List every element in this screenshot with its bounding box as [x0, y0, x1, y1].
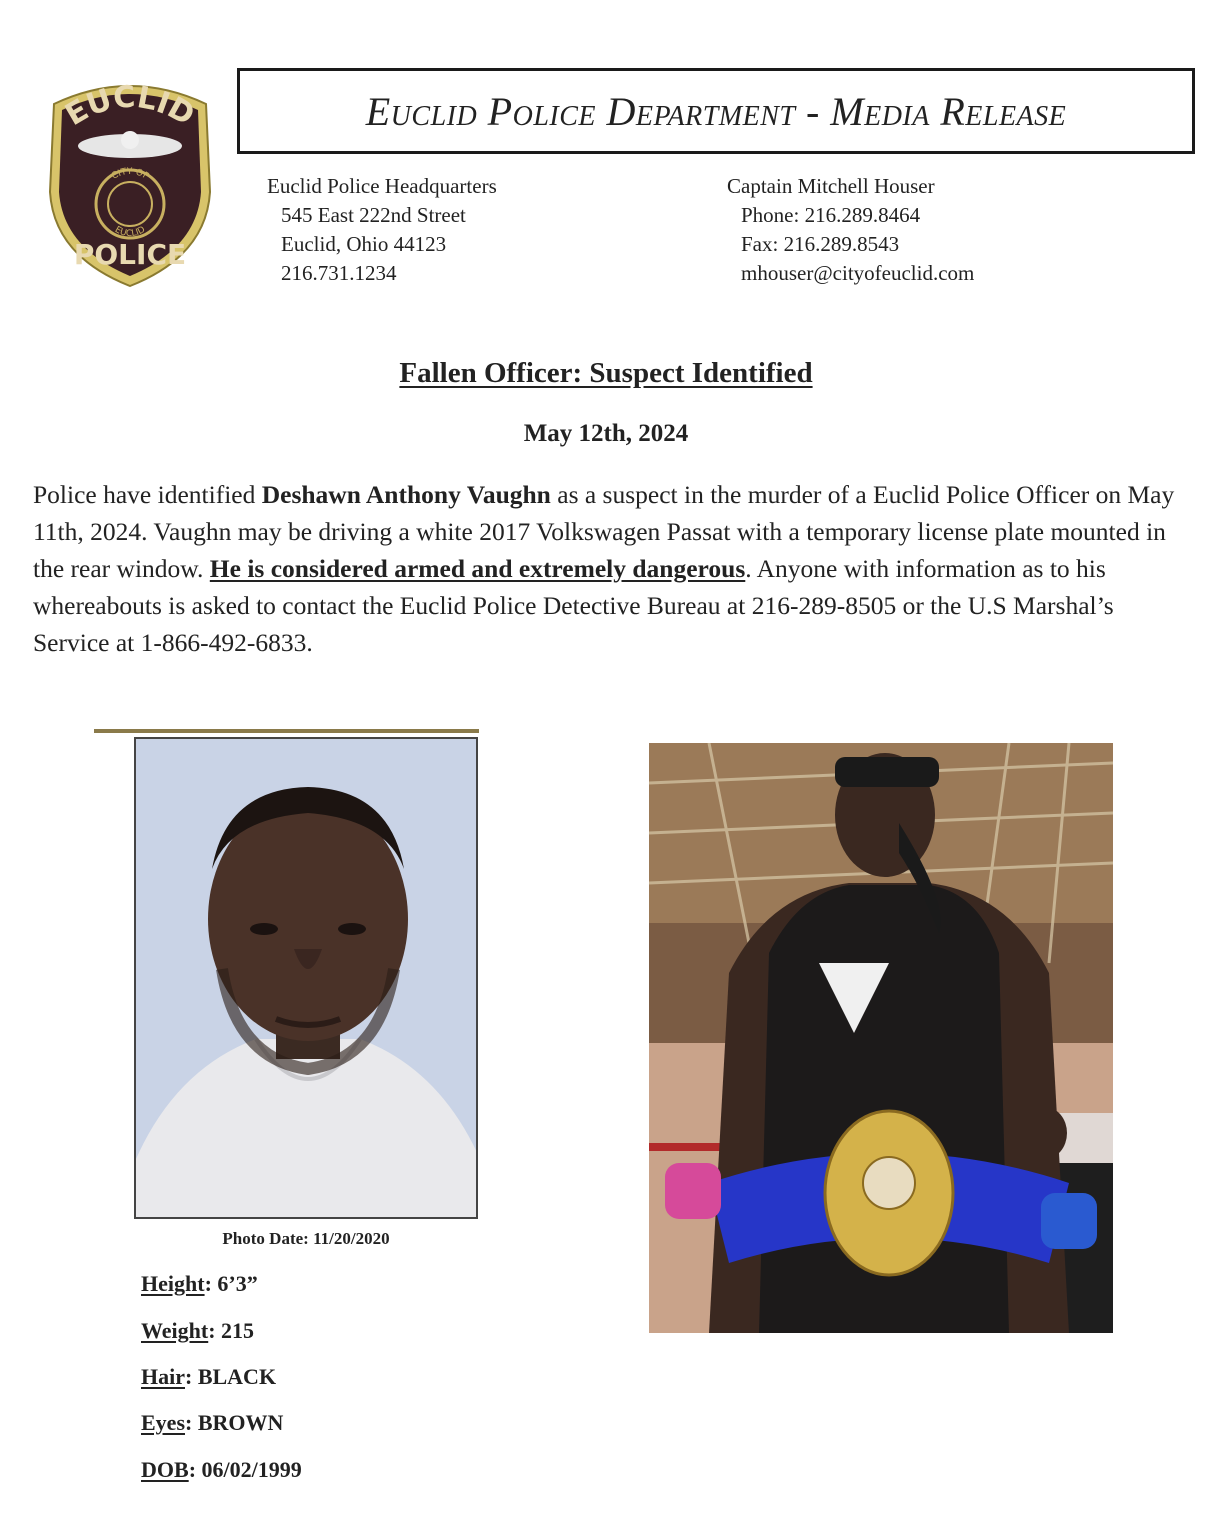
stat-hair-value: : BLACK: [185, 1364, 277, 1389]
stat-weight-label: Weight: [141, 1318, 209, 1343]
stat-eyes: [141, 1410, 283, 1436]
page-title: Euclid Police Department - Media Release: [365, 88, 1067, 134]
suspect-mugshot-photo: [134, 737, 478, 1219]
photo-date: Photo Date: 11/20/2020: [222, 1229, 390, 1248]
captain-name: Captain Mitchell Houser: [727, 174, 935, 198]
stat-hair: [141, 1364, 276, 1390]
captain-fax: Fax: 216.289.8543: [741, 232, 900, 256]
hq-phone: 216.731.1234: [281, 261, 397, 285]
euclid-police-badge-logo: [40, 74, 220, 289]
captain-contact: [727, 172, 974, 288]
release-date: May 12th, 2024: [523, 420, 689, 447]
armed-dangerous-warning: He is considered armed and extremely dangerous: [209, 554, 746, 583]
hq-name: Euclid Police Headquarters: [267, 174, 497, 198]
stat-weight-value: : 215: [208, 1318, 255, 1343]
stat-dob: [141, 1457, 302, 1483]
hq-street: 545 East 222nd Street: [281, 203, 466, 227]
suspect-name: Deshawn Anthony Vaughn: [261, 480, 551, 509]
stat-dob-value: : 06/02/1999: [188, 1457, 302, 1482]
headline-text: Fallen Officer: Suspect Identified: [399, 357, 813, 389]
release-body: [33, 476, 1183, 661]
captain-phone: Phone: 216.289.8464: [741, 203, 921, 227]
badge-seal-top: CITY OF: [110, 166, 151, 182]
badge-top-text: EUCLID: [59, 79, 201, 134]
badge-bottom-text: POLICE: [73, 238, 187, 271]
stat-height-value: : 6’3”: [204, 1271, 258, 1296]
hq-city: Euclid, Ohio 44123: [281, 232, 447, 256]
stat-height: [141, 1271, 258, 1297]
captain-email: mhouser@cityofeuclid.com: [741, 261, 975, 285]
headquarters-contact: [267, 172, 497, 288]
body-part-1: Police have identified: [33, 480, 262, 509]
stat-eyes-value: : BROWN: [185, 1410, 284, 1435]
stat-eyes-label: Eyes: [141, 1410, 185, 1435]
release-headline: [0, 357, 1212, 390]
stat-weight: [141, 1318, 254, 1344]
body-part-2: as a suspect in the murder of a Euclid Police Officer on May 11th, 2024. Vaughn may be driving a white 2017 Volkswagen Passat with a temporary license plate mounted in the rear window.: [33, 480, 1175, 583]
suspect-boxing-photo: [649, 743, 1113, 1333]
badge-seal-bottom: EUCLID: [112, 224, 148, 240]
stat-hair-label: Hair: [141, 1364, 185, 1389]
photo-top-rule: [94, 729, 479, 733]
media-release-title-box: [237, 68, 1195, 154]
body-part-3: . Anyone with information as to his whereabouts is asked to contact the Euclid Police Detective Bureau at 216-289-8505 or the U.S Marshal’s Service at 1-866-492-6833.: [33, 554, 1114, 657]
stat-dob-label: DOB: [141, 1457, 189, 1482]
stat-height-label: Height: [141, 1271, 205, 1296]
